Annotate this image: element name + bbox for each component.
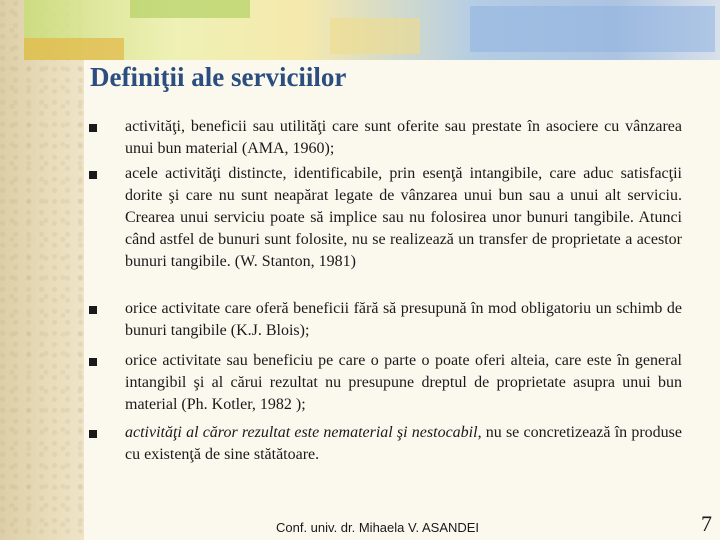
banner-shape (470, 6, 715, 52)
bullet-square-icon (89, 430, 97, 438)
slide-title: Definiţii ale serviciilor (90, 62, 347, 92)
bullet-square-icon (89, 124, 97, 132)
bullet-text: acele activităţi distincte, identificabile, prin esenţă intangibile, care aduc satisfacţii dorite şi care nu sunt neapărat legate de vânzarea unui bun sau a unui alt serviciu. Crearea unui serviciu poate să implice sau nu folosirea unor bunuri tangibile. Atunci când astfel de bunuri sunt folosite, nu se realizează un transfer de proprietate a acestor bunuri tangibile. (W. Stanton, 1981) (125, 165, 682, 270)
bullet-text: orice activitate care oferă beneficii fără să presupună în mod obligatoriu un schimb de bunuri tangibile (K.J. Blois); (125, 300, 682, 339)
bullet-square-icon (89, 171, 97, 179)
bullet-italic-text: activităţi al căror rezultat este nematerial şi nestocabil (125, 424, 478, 441)
bullet-text: orice activitate sau beneficiu pe care o parte o poate oferi alteia, care este în general intangibil şi al cărui rezultat nu presupune dreptul de proprietate asupra unui bun material (Ph. Kotler, 1982 ); (125, 352, 682, 413)
banner-shape (130, 0, 250, 18)
banner-shape (24, 38, 124, 60)
bullet-rest-text: , nu se concretizează în produse cu existenţă de sine stătătoare. (125, 424, 682, 463)
banner-shape (330, 18, 420, 54)
paper-texture (0, 0, 84, 540)
footer-author: Conf. univ. dr. Mihaela V. ASANDEI (276, 520, 480, 535)
page-number: 7 (701, 511, 712, 536)
left-decorative-panel (0, 0, 84, 540)
bullet-square-icon (89, 306, 97, 314)
bullet-text: activităţi, beneficii sau utilităţi care sunt oferite sau prestate în asociere cu vânzarea unui bun material (AMA, 1960); (125, 118, 682, 157)
bullet-text (125, 422, 682, 466)
bullet-square-icon (89, 358, 97, 366)
